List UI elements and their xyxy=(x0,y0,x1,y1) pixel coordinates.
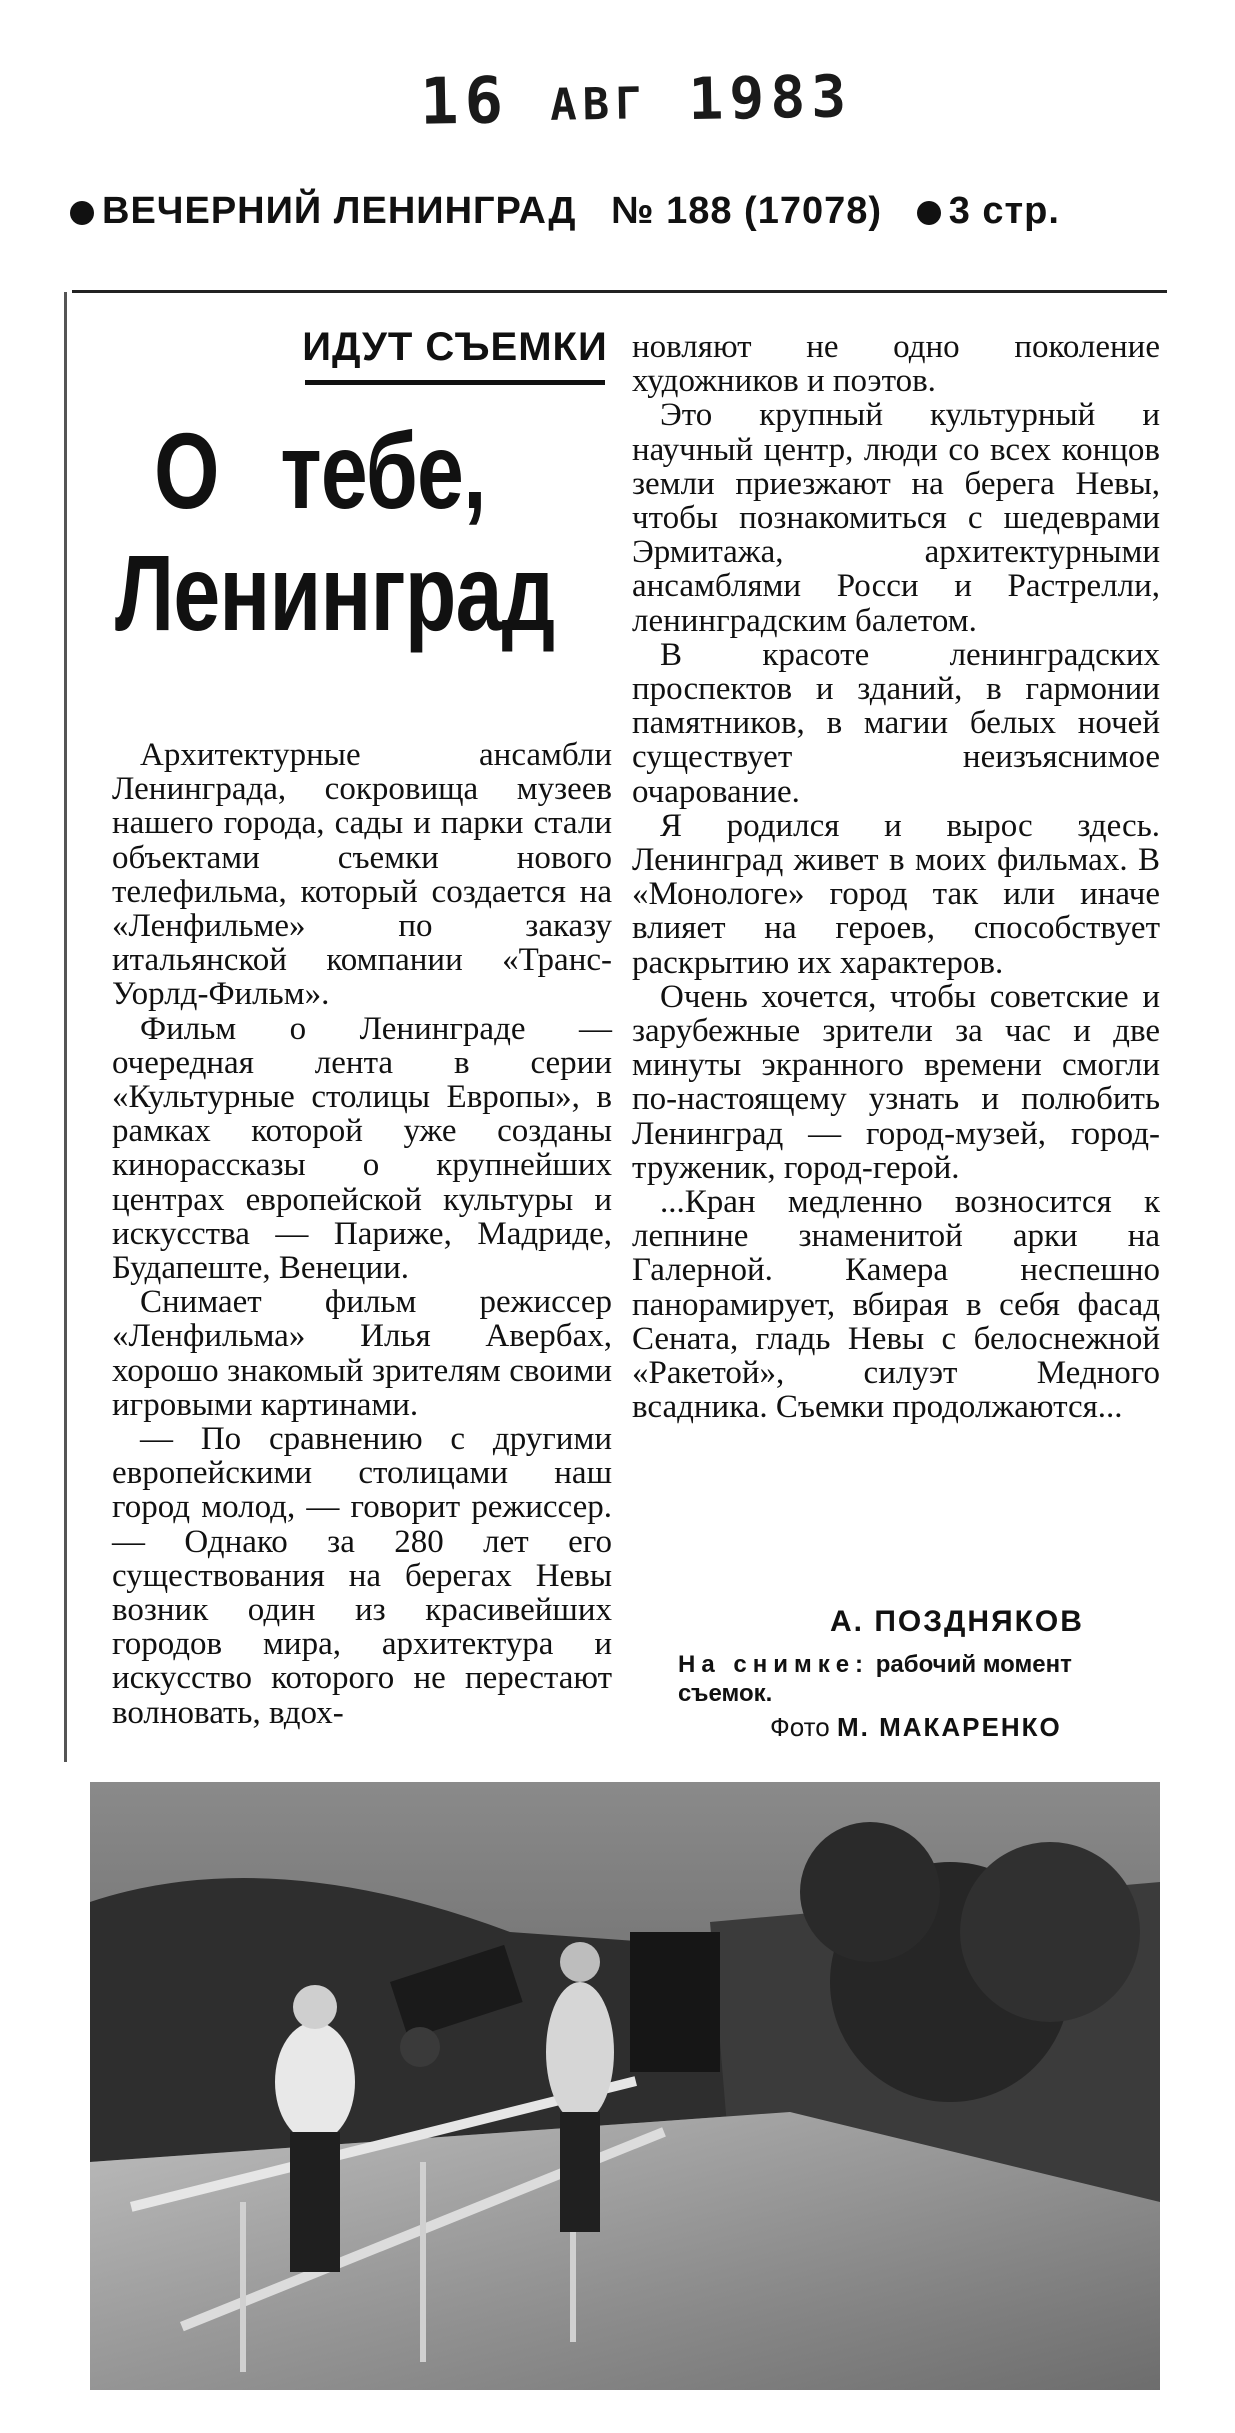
bullet-icon xyxy=(70,201,94,225)
headline-line-1: О тебе, xyxy=(154,410,486,531)
section-label: ИДУТ СЪЕМКИ xyxy=(302,325,608,369)
stamp-month: АВГ xyxy=(549,78,648,131)
caption-lead: На снимке: xyxy=(678,1651,870,1678)
paragraph: Это крупный культурный и научный центр, люди со всех концов земли приезжают на берега Невы, чтобы познакомиться с шедеврами Эрмитажа, архитектурными ансамблями Росси и Растрелли, ленинградским балетом. xyxy=(632,397,1160,639)
clipping-edge xyxy=(64,292,67,1762)
stamp-day: 16 xyxy=(419,64,510,140)
paragraph: Очень хочется, чтобы советские и зарубежные зрители за час и две минуты экранного времени смогли по-настоящему узнать и полюбить Ленинград — город-музей, город-труженик, город-герой. xyxy=(632,978,1160,1186)
date-stamp xyxy=(419,58,852,140)
paragraph: Фильм о Ленинграде — очередная лента в серии «Культурные столицы Европы», в рамках которой уже созданы кинорассказы о крупнейших центрах европейской культуры и искусства — Париже, Мадриде, Будапеште, Венеции. xyxy=(112,1010,612,1287)
issue-number: № 188 (17078) xyxy=(611,190,883,232)
caption-text: рабочий момент съемок. xyxy=(678,1651,1072,1707)
photo-credit xyxy=(770,1712,1062,1743)
paragraph: Архитектурные ансамбли Ленинграда, сокровища музеев нашего города, сады и парки стали объектами съемки нового телефильма, который создается на «Ленфильме» по заказу итальянской компании «Транс-Уорлд-Фильм». xyxy=(112,737,612,1013)
bullet-icon xyxy=(917,201,941,225)
photographer-name: М. МАКАРЕНКО xyxy=(836,1712,1062,1742)
paragraph: новляют не одно поколение художников и поэтов. xyxy=(632,329,1160,400)
author-byline: А. ПОЗДНЯКОВ xyxy=(830,1605,1084,1638)
paragraph: Снимает фильм режиссер «Ленфильма» Илья Авербах, хорошо знакомый зрителям своими игровыми картинами. xyxy=(112,1284,612,1423)
film-set-photo xyxy=(90,1782,1160,2390)
photo-credit-label: Фото xyxy=(770,1712,830,1742)
paper-name: ВЕЧЕРНИЙ ЛЕНИНГРАД xyxy=(102,190,577,232)
stamp-year: 1983 xyxy=(687,62,853,134)
paragraph: ...Кран медленно возносится к лепнине знаменитой арки на Галерной. Камера неспешно панорамирует, вбирая в себя фасад Сената, гладь Невы с белоснежной «Ракетой», силуэт Медного всадника. Съемки продолжаются... xyxy=(632,1184,1160,1426)
paragraph: В красоте ленинградских проспектов и зданий, в гармонии памятников, в магии белых ночей существует неизъяснимое очарование. xyxy=(632,636,1160,810)
photo-image xyxy=(90,1782,1160,2390)
page-number: 3 стр. xyxy=(948,190,1060,232)
masthead xyxy=(70,190,1130,233)
photo-caption xyxy=(678,1650,1138,1708)
paragraph: — По сравнению с другими европейскими столицами наш город молод, — говорит режиссер. — Однако за 280 лет его существования на берегах Невы возник один из красивейших городов мира, архитектура и искусство которого не перестают волновать, вдох- xyxy=(112,1421,612,1731)
top-rule xyxy=(72,290,1167,293)
article-column-2 xyxy=(632,330,1160,1425)
article-column-1 xyxy=(112,738,612,1730)
section-rule xyxy=(305,380,605,385)
headline-line-2: Ленинград xyxy=(115,532,555,654)
headline xyxy=(115,410,555,654)
paragraph: Я родился и вырос здесь. Ленинград живет в моих фильмах. В «Монологе» город так или иначе влияет на героев, способствует раскрытию их характеров. xyxy=(632,807,1160,981)
